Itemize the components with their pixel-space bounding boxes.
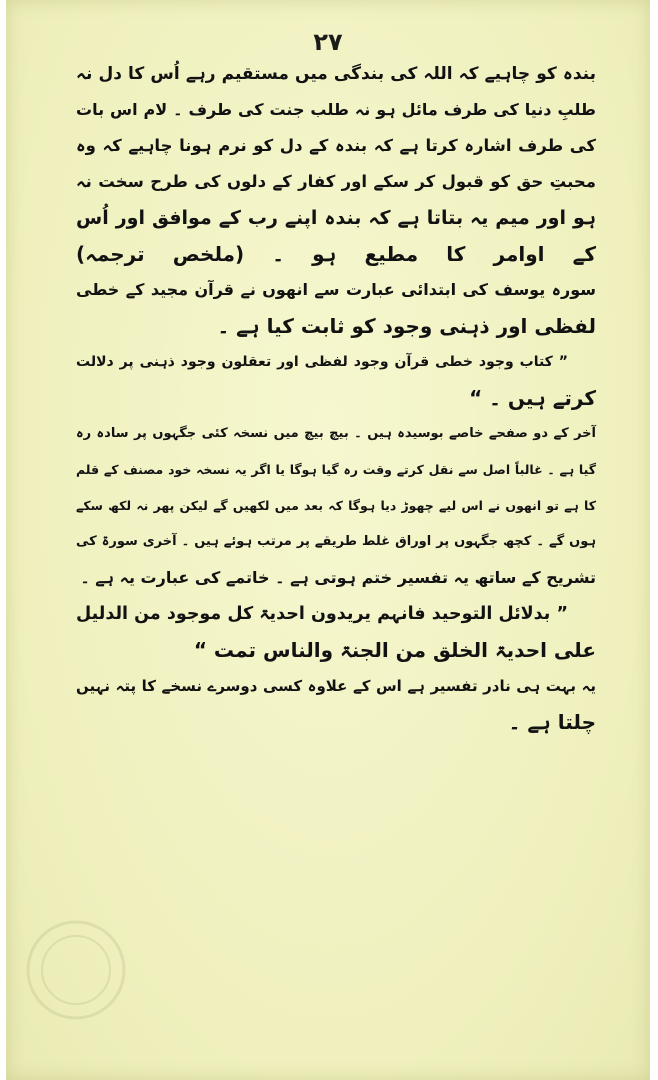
- page-text: [76, 62, 596, 746]
- text-line: لفظی اور ذہنی وجود کو ثابت کیا ہے ۔: [217, 314, 596, 338]
- text-line: گیا ہے ۔ غالباً اصل سے نقل کرتے وقت رہ گیا ہوگا یا اگر یہ نسخہ خود مصنف کے قلم: [76, 462, 596, 477]
- text-line: محبتِ حق کو قبول کر سکے اور کفار کے دلوں کی طرح سخت نہ: [76, 172, 596, 191]
- page-number: ۲۷: [313, 28, 343, 56]
- quote-line: ” کتاب وجود خطی قرآن وجود لفظی اور تعقلون وجود ذہنی پر دلالت: [76, 354, 568, 370]
- text-line: کے اوامر کا مطیع ہو ۔ (ملخص ترجمہ): [76, 242, 596, 266]
- text-line: سورہ یوسف کی ابتدائی عبارت سے انھوں نے قرآن مجید کے خطی: [76, 280, 596, 299]
- quote-line: ” بدلائل التوحید فانہم یریدون احدیۃ کل موجود من الدلیل: [76, 604, 568, 624]
- quote-line: کرتے ہیں ۔ “: [469, 386, 596, 410]
- quote-line: علی احدیۃ الخلق من الجنۃ والناس تمت “: [193, 638, 596, 662]
- text-line: چلتا ہے ۔: [508, 710, 596, 734]
- bleed-through-mark: [16, 900, 136, 1040]
- text-line: کا ہے تو انھوں نے اس لیے چھوڑ دیا ہوگا کہ بعد میں لکھیں گے لیکن پھر نہ لکھ سکے: [76, 498, 596, 513]
- text-line: بندہ کو چاہیے کہ اللہ کی بندگی میں مستقیم رہے اُس کا دل نہ: [76, 64, 596, 84]
- text-line: آخر کے دو صفحے خاصے بوسیدہ ہیں ۔ بیچ بیچ میں نسخہ کئی جگہوں پر سادہ رہ: [76, 426, 596, 441]
- text-line: تشریح کے ساتھ یہ تفسیر ختم ہوتی ہے ۔ خاتمے کی عبارت یہ ہے ۔: [80, 568, 596, 587]
- text-line: ہو اور میم یہ بتاتا ہے کہ بندہ اپنے رب کے موافق اور اُس: [76, 207, 596, 229]
- text-line: ہوں گے ۔ کچھ جگہوں پر اوراق غلط طریقے پر مرتب ہوئے ہیں ۔ آخری سورۃ کی: [76, 534, 596, 549]
- book-page: [6, 0, 650, 1080]
- text-line: کی طرف اشارہ کرتا ہے کہ بندہ کے دل کو نرم ہونا چاہیے کہ وہ: [76, 136, 596, 155]
- text-line: یہ بہت ہی نادر تفسیر ہے اس کے علاوہ کسی دوسرے نسخے کا پتہ نہیں: [76, 677, 596, 695]
- text-line: طلبِ دنیا کی طرف مائل ہو نہ طلب جنت کی طرف ۔ لام اس بات: [76, 100, 596, 119]
